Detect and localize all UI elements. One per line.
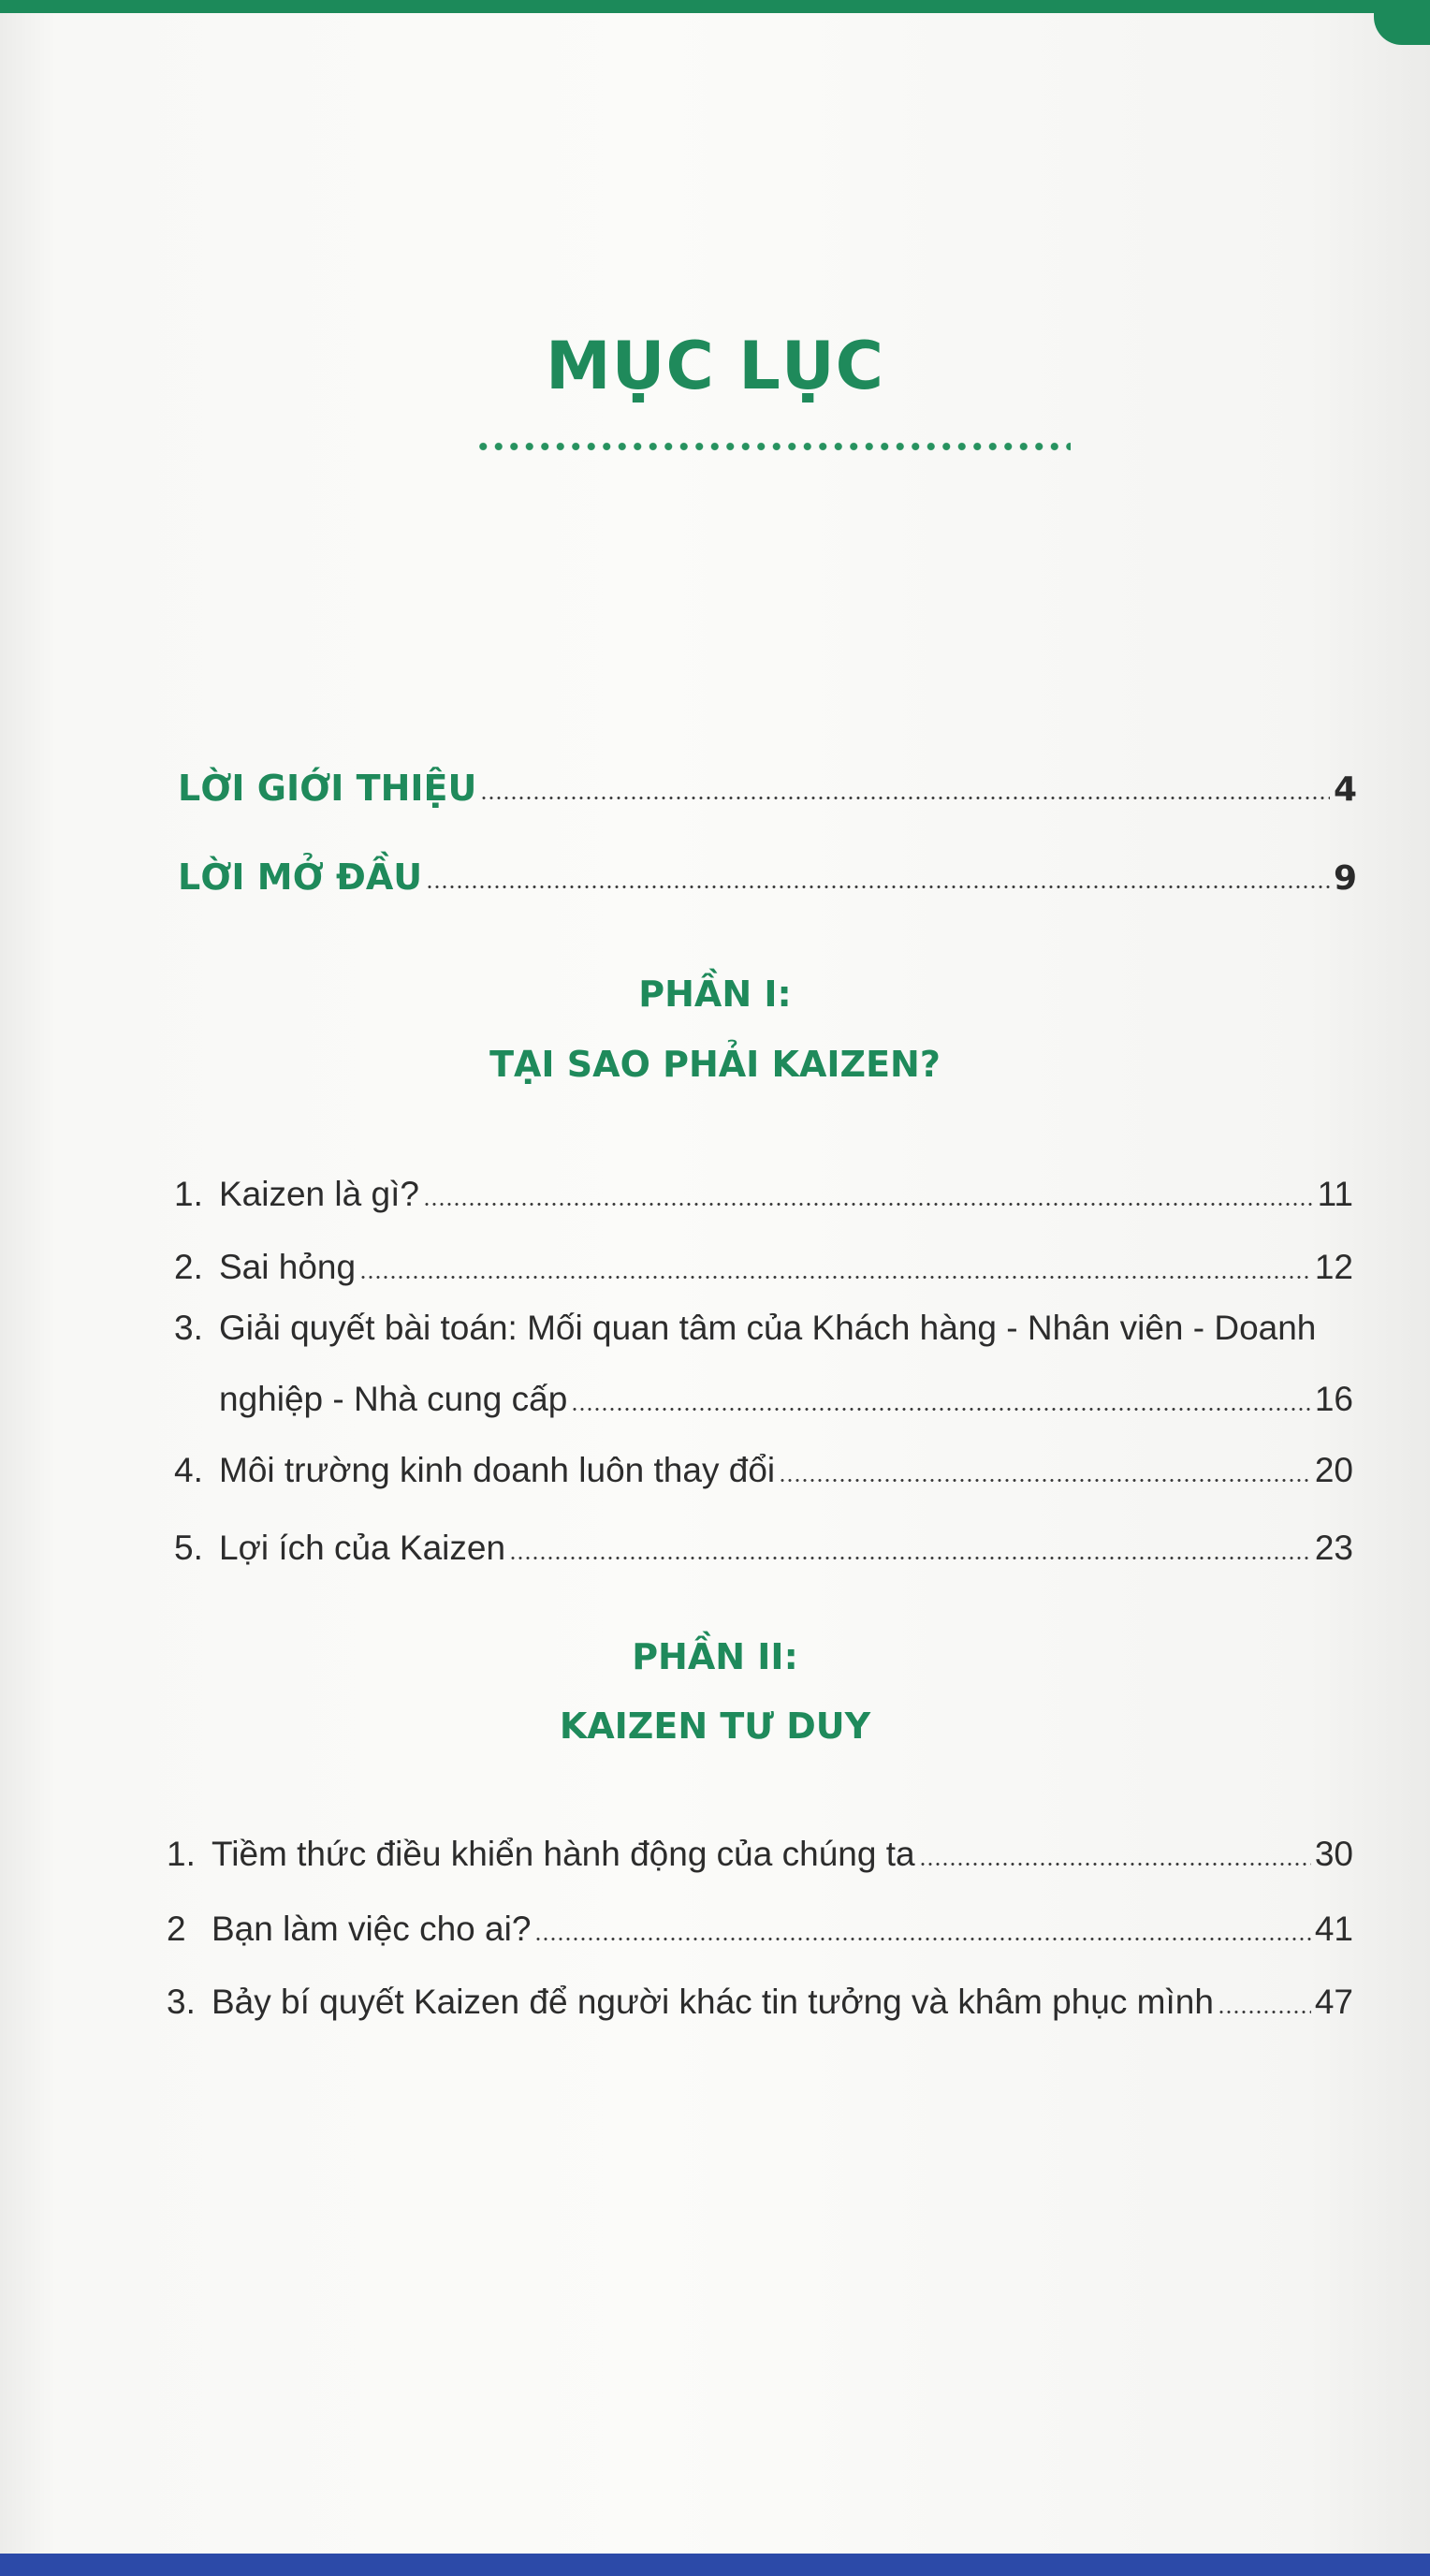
toc-item-label: Sai hỏng — [219, 1248, 357, 1286]
toc-page-number: 23 — [1314, 1529, 1353, 1567]
item-number: 4. — [174, 1451, 203, 1489]
dot-leader — [919, 1863, 1311, 1866]
dot-leader — [534, 1938, 1310, 1940]
toc-item-part1-3-line2[interactable] — [219, 1380, 1353, 1419]
item-number: 5. — [174, 1529, 203, 1567]
dot-leader — [423, 1203, 1314, 1206]
title-dotted-divider — [475, 440, 1071, 453]
toc-entry-label: LỜI GIỚI THIỆU — [178, 768, 477, 809]
toc-page-number: 16 — [1314, 1380, 1353, 1418]
toc-item-part1-4[interactable] — [174, 1451, 1353, 1490]
toc-item-part2-3[interactable] — [167, 1983, 1353, 2022]
item-number: 3. — [174, 1309, 203, 1347]
toc-item-label: Lợi ích của Kaizen — [219, 1529, 506, 1567]
toc-entry-preface[interactable] — [178, 856, 1357, 898]
toc-page-number: 47 — [1314, 1983, 1353, 2021]
item-number: 2 — [167, 1910, 186, 1948]
toc-item-part1-1[interactable] — [174, 1175, 1353, 1214]
toc-page-number: 12 — [1314, 1248, 1353, 1286]
dot-leader — [359, 1276, 1311, 1279]
toc-item-part2-2[interactable] — [167, 1910, 1353, 1949]
toc-item-part1-2[interactable] — [174, 1248, 1353, 1287]
part1-heading: PHẦN I: — [638, 973, 792, 1015]
dot-leader — [480, 797, 1330, 799]
toc-page-number: 41 — [1314, 1910, 1353, 1948]
dot-leader — [571, 1408, 1311, 1411]
toc-page-number: 20 — [1314, 1451, 1353, 1489]
toc-page-number: 30 — [1314, 1835, 1353, 1873]
dot-leader — [509, 1557, 1311, 1559]
toc-item-label: Giải quyết bài toán: Mối quan tâm của Khách hàng - Nhân viên - Doanh — [219, 1309, 1317, 1347]
bottom-color-band — [0, 2554, 1430, 2576]
item-number: 2. — [174, 1248, 203, 1286]
top-color-band — [0, 0, 1430, 13]
toc-page-number: 9 — [1333, 859, 1357, 898]
item-number: 1. — [174, 1175, 203, 1213]
toc-item-label: Bạn làm việc cho ai? — [212, 1910, 532, 1948]
toc-item-part1-5[interactable] — [174, 1529, 1353, 1568]
toc-item-label: Tiềm thức điều khiển hành động của chúng ta — [212, 1835, 915, 1873]
toc-item-part2-1[interactable] — [167, 1835, 1353, 1874]
toc-page-number: 11 — [1317, 1175, 1353, 1213]
toc-item-label: Bảy bí quyết Kaizen để người khác tin tưởng và khâm phục mình — [212, 1983, 1214, 2021]
dot-leader — [1218, 2011, 1311, 2013]
item-number: 1. — [167, 1835, 196, 1873]
toc-item-label: Môi trường kinh doanh luôn thay đổi — [219, 1451, 776, 1489]
toc-item-part1-3-line1[interactable] — [174, 1309, 1316, 1348]
toc-item-label: Kaizen là gì? — [219, 1175, 419, 1213]
dot-leader — [426, 886, 1330, 888]
toc-title: MỤC LỤC — [545, 328, 885, 404]
part2-subtitle: KAIZEN TƯ DUY — [559, 1705, 871, 1747]
item-number: 3. — [167, 1983, 196, 2021]
toc-entry-introduction[interactable] — [178, 768, 1357, 809]
dot-leader — [779, 1479, 1311, 1482]
part1-subtitle: TẠI SAO PHẢI KAIZEN? — [489, 1044, 941, 1085]
part2-heading: PHẦN II: — [632, 1636, 798, 1677]
toc-item-label-continued: nghiệp - Nhà cung cấp — [219, 1380, 568, 1418]
toc-page-number: 4 — [1333, 770, 1357, 809]
toc-entry-label: LỜI MỞ ĐẦU — [178, 856, 423, 898]
